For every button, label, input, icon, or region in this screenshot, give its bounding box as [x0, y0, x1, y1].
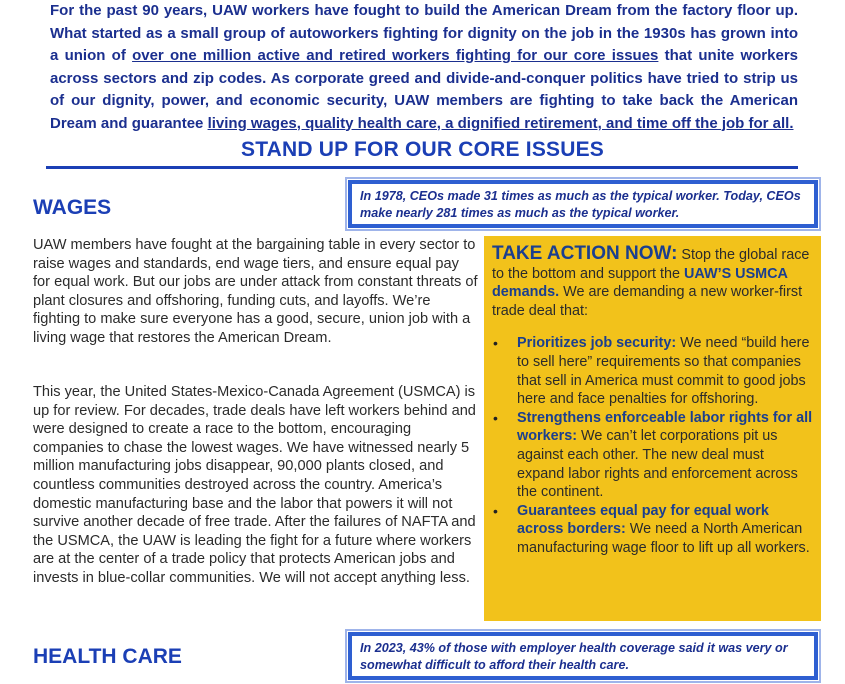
- wages-stat-box: [348, 180, 818, 228]
- health-stat-text: In 2023, 43% of those with employer health coverage said it was very or somewhat difficult to afford their health care.: [360, 641, 788, 672]
- bullet-icon: •: [493, 502, 498, 519]
- wages-paragraph-1: UAW members have fought at the bargaining table in every sector to raise wages and standards, end wage tiers, and ensure equal pay for equal work. But our jobs are under attack from constant threats of plant closures and offshoring, funding cuts, and layoffs. We’re fighting to make sure everyone has a good, secure, union job with a living wage that restores the American Dream.: [33, 237, 478, 346]
- take-action-text-a: Stop the global race to the bottom and support the: [492, 247, 810, 282]
- usmca-demands-link: UAW’S USMCA demands.: [492, 265, 788, 301]
- intro-paragraph: [50, 0, 798, 135]
- core-issues-title: STAND UP FOR OUR CORE ISSUES: [240, 138, 605, 161]
- intro-text-1: For the past 90 years, UAW workers have fought to build the American Dream from the factory floor up. What started as a small group of autoworkers fighting for dignity on the job in the 1930s has grown into a union of: [50, 2, 798, 64]
- demands-list: [492, 334, 813, 557]
- demand-title: Strengthens enforceable labor rights for all workers:: [517, 409, 813, 445]
- wages-heading: WAGES: [33, 196, 112, 219]
- health-care-heading: HEALTH CARE: [33, 645, 182, 668]
- take-action-intro: [492, 245, 813, 320]
- demand-text: We need a North American manufacturing wage floor to lift up all workers.: [517, 521, 810, 556]
- wages-paragraph-2: This year, the United States-Mexico-Canada Agreement (USMCA) is up for review. For decades, trade deals have left workers behind and were designed to create a race to the bottom, encouraging companies to chase the lowest wages. We have witnessed nearly 5 million manufacturing jobs disappear, 90,000 plants closed, and countless communities destroyed across the country. America’s domestic manufacturing base and the labor that powers it will not survive another decade of free trade. After the failures of NAFTA and the USMCA, the UAW is leading the fight for a future where workers are at the center of a trade policy that protects American jobs and invests in blue-collar communities. We will not accept anything less.: [33, 384, 476, 586]
- intro-link-benefits[interactable]: living wages, quality health care, a dignified retirement, and time off the job for all.: [207, 114, 794, 132]
- take-action-lead: TAKE ACTION NOW:: [492, 243, 678, 264]
- demand-text: We can’t let corporations pit us against each other. The new deal must expand labor rights and enforcement across the continent.: [517, 428, 798, 501]
- wages-stat-text: In 1978, CEOs made 31 times as much as the typical worker. Today, CEOs make nearly 281 times as much as the typical worker.: [360, 189, 801, 220]
- section-divider: [46, 166, 798, 169]
- intro-link-core-issues[interactable]: over one million active and retired workers fighting for our core issues: [132, 47, 659, 64]
- demand-item-1: [492, 334, 813, 408]
- health-stat-box: [348, 632, 818, 680]
- demand-item-2: [492, 409, 813, 502]
- bullet-icon: •: [493, 409, 498, 426]
- demand-item-3: [492, 502, 813, 558]
- demand-title: Guarantees equal pay for equal work across borders:: [517, 502, 769, 538]
- take-action-box: [484, 236, 821, 621]
- demand-title: Prioritizes job security:: [517, 335, 677, 352]
- intro-text-2: that unite workers across sectors and zip codes. As corporate greed and divide-and-conquer politics have tried to strip us of our dignity, power, and economic security, UAW members are fighting to take back the American Dream and guarantee: [50, 47, 799, 132]
- take-action-text-c: We are demanding a new worker-first trade deal that:: [492, 284, 803, 319]
- demand-text: We need “build here to sell here” requirements so that companies that sell in America must commit to good jobs here and face penalties for offshoring.: [517, 335, 810, 408]
- bullet-icon: •: [493, 335, 498, 352]
